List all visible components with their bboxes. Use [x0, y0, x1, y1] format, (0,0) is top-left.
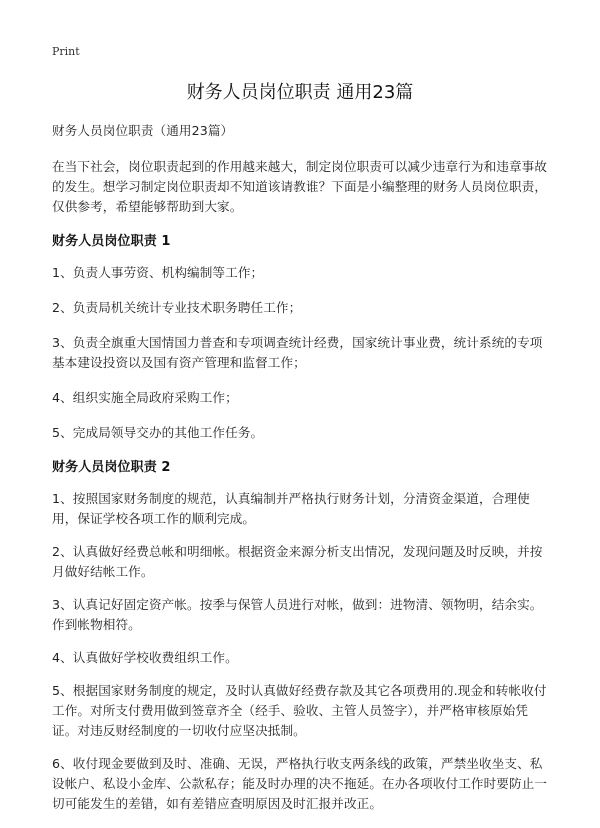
document-body: [52, 121, 552, 827]
list-item: 3、负责全旗重大国情国力普查和专项调查统计经费，国家统计事业费，统计系统的专项基本建设投资以及国有资产管理和监督工作；: [52, 335, 543, 370]
list-item: 5、完成局领导交办的其他工作任务。: [52, 425, 264, 440]
list-item: 1、按照国家财务制度的规范，认真编制并严格执行财务计划，分清资金渠道，合理使用，保证学校各项工作的顺利完成。: [52, 491, 530, 526]
intro-paragraph: 在当下社会，岗位职责起到的作用越来越大，制定岗位职责可以减少违章行为和违章事故的发生。想学习制定岗位职责却不知道该请教谁？下面是小编整理的财务人员岗位职责，仅供参考，希望能够帮助到大家。: [52, 159, 548, 214]
document-title: 财务人员岗位职责 通用23篇: [186, 82, 414, 103]
print-label: Print: [52, 45, 80, 58]
list-item: 6、收付现金要做到及时、准确、无误，严格执行收支两条线的政策，严禁坐收坐支、私设帐户、私设小金库、公款私存；能及时办理的决不拖延。在办各项收付工作时要防止一切可能发生的差错，如有差错应查明原因及时汇报并改正。: [52, 756, 548, 811]
list-item: 3、认真记好固定资产帐。按季与保管人员进行对帐，做到：进物清、领物明，结余实。作到帐物相符。: [52, 597, 543, 632]
list-item: 2、认真做好经费总帐和明细帐。根据资金来源分析支出情况，发现问题及时反映，并按月做好结帐工作。: [52, 544, 543, 579]
list-item: 2、负责局机关统计专业技术职务聘任工作；: [52, 300, 302, 315]
section-heading: 财务人员岗位职责 2: [52, 460, 171, 475]
list-item: 5、根据国家财务制度的规定，及时认真做好经费存款及其它各项费用的.现金和转帐收付工作。对所支付费用做到签章齐全（经手、验收、主管人员签字），并严格审核原始凭证。对违反财经制度的一切收付应坚决抵制。: [52, 683, 547, 738]
list-item: 4、组织实施全局政府采购工作；: [52, 390, 238, 405]
list-item: 4、认真做好学校收费组织工作。: [52, 650, 238, 665]
document-subtitle: 财务人员岗位职责（通用23篇）: [52, 123, 234, 138]
list-item: 1、负责人事劳资、机构编制等工作；: [52, 265, 264, 280]
section-heading: 财务人员岗位职责 1: [52, 234, 171, 249]
